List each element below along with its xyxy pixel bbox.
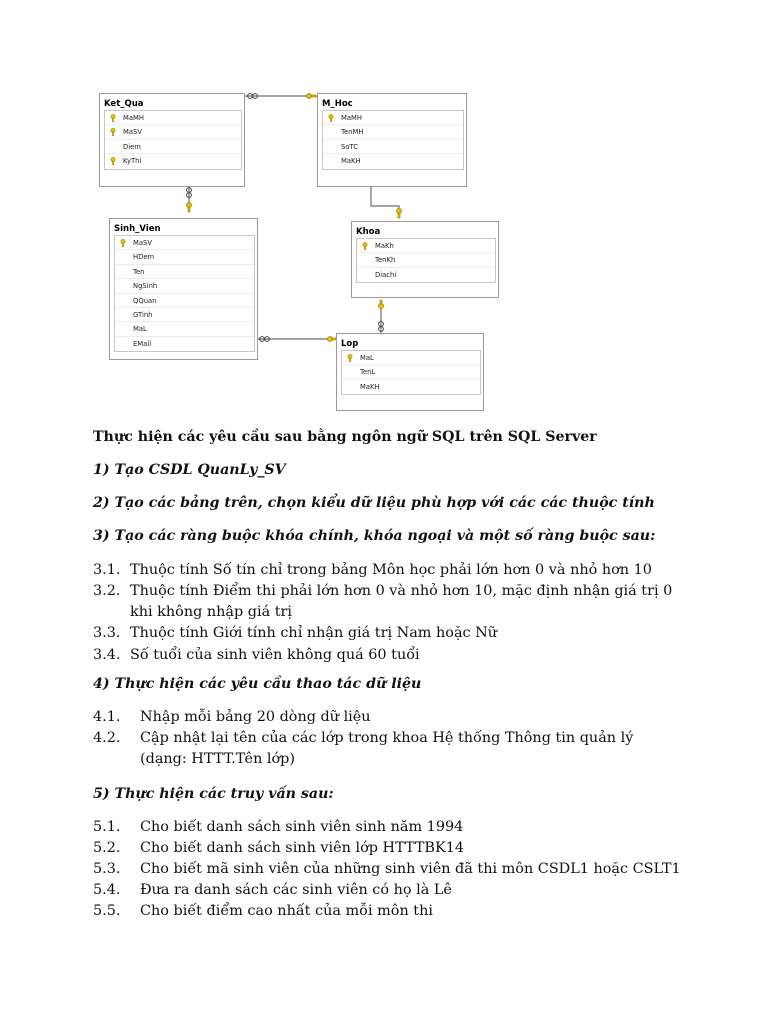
key-icon xyxy=(186,202,191,212)
list-item-number: 5.1. xyxy=(93,819,121,835)
column-name: SoTC xyxy=(341,142,358,151)
column-name: MaSV xyxy=(123,128,142,137)
primary-key-icon xyxy=(110,114,116,122)
column-name: MaL xyxy=(133,325,147,334)
column-row xyxy=(357,268,495,282)
list-item-number: 5.2. xyxy=(93,840,121,856)
list-item-text-continued: khi không nhập giá trị xyxy=(130,604,293,620)
column-row xyxy=(357,239,495,253)
column-name: MaKh xyxy=(375,242,394,250)
column-row xyxy=(323,140,463,154)
column-name: Diem xyxy=(123,142,141,151)
column-name: EMail xyxy=(133,339,152,348)
column-row xyxy=(105,125,241,139)
column-row xyxy=(323,111,463,125)
list-item-text: Đưa ra danh sách các sinh viên có họ là Lê xyxy=(140,882,452,898)
column-name: GTinh xyxy=(133,310,153,319)
list-item-text: Cho biết điểm cao nhất của mỗi môn thi xyxy=(140,903,433,919)
key-icon xyxy=(327,336,336,341)
primary-key-icon xyxy=(362,242,368,250)
list-item-number: 3.4. xyxy=(93,647,121,663)
table-title: Ket_Qua xyxy=(104,99,144,109)
table-ket-qua xyxy=(99,93,245,187)
column-row xyxy=(323,154,463,168)
key-icon xyxy=(378,300,383,309)
column-row xyxy=(115,294,254,308)
table-lop xyxy=(336,333,484,411)
column-list xyxy=(341,350,481,395)
column-list xyxy=(114,235,255,352)
section-2-heading: 2) Tạo các bảng trên, chọn kiểu dữ liệu phù hợp với các các thuộc tính xyxy=(93,495,655,511)
primary-key-icon xyxy=(110,128,116,136)
column-row xyxy=(115,322,254,336)
section-3-heading: 3) Tạo các ràng buộc khóa chính, khóa ngoại và một số ràng buộc sau: xyxy=(93,528,656,544)
column-name: QQuan xyxy=(133,296,157,305)
list-item-number: 4.1. xyxy=(93,709,121,725)
column-row xyxy=(115,279,254,293)
list-item-number: 4.2. xyxy=(93,730,121,746)
section-5-heading: 5) Thực hiện các truy vấn sau: xyxy=(93,786,334,802)
section-4-heading: 4) Thực hiện các yêu cầu thao tác dữ liệu xyxy=(93,676,422,692)
list-item-text: Số tuổi của sinh viên không quá 60 tuổi xyxy=(130,647,420,663)
column-name: MaKH xyxy=(341,157,361,166)
list-item-text: Thuộc tính Giới tính chỉ nhận giá trị Nam hoặc Nữ xyxy=(130,625,498,641)
column-row xyxy=(115,337,254,351)
column-name: MaMH xyxy=(341,114,363,122)
list-item-number: 3.2. xyxy=(93,583,121,599)
column-name: MaKH xyxy=(360,382,380,391)
list-item-text: Cập nhật lại tên của các lớp trong khoa Hệ thống Thông tin quản lý xyxy=(140,730,634,746)
column-name: NgSinh xyxy=(133,282,158,291)
table-title: Lop xyxy=(341,339,359,349)
list-item-text: Cho biết danh sách sinh viên sinh năm 1994 xyxy=(140,819,464,835)
column-row xyxy=(115,236,254,250)
column-row xyxy=(115,308,254,322)
list-item-text: Thuộc tính Điểm thi phải lớn hơn 0 và nhỏ hơn 10, mặc định nhận giá trị 0 xyxy=(130,583,673,599)
table-title: M_Hoc xyxy=(322,99,353,109)
table-sinh-vien xyxy=(109,218,258,360)
column-row xyxy=(115,265,254,279)
column-row xyxy=(323,125,463,139)
section-1-heading: 1) Tạo CSDL QuanLy_SV xyxy=(93,462,286,478)
key-icon xyxy=(306,93,316,98)
column-name: TenL xyxy=(360,368,376,377)
list-item-number: 3.3. xyxy=(93,625,121,641)
column-list xyxy=(356,238,496,283)
list-item-text: Cho biết mã sinh viên của những sinh viên đã thi môn CSDL1 hoặc CSLT1 xyxy=(140,861,681,877)
key-icon xyxy=(396,208,401,218)
column-name: Diachi xyxy=(375,270,397,279)
table-title: Khoa xyxy=(356,227,381,237)
column-row xyxy=(342,351,480,365)
list-item-text-continued: (dạng: HTTT.Tên lớp) xyxy=(140,751,295,767)
list-item-number: 5.4. xyxy=(93,882,121,898)
column-row xyxy=(342,380,480,394)
list-item-text: Nhập mỗi bảng 20 dòng dữ liệu xyxy=(140,709,371,725)
column-list xyxy=(322,110,464,170)
column-row xyxy=(105,111,241,125)
column-list xyxy=(104,110,242,170)
column-name: TenMH xyxy=(341,128,364,137)
column-name: Ten xyxy=(133,267,145,276)
column-name: MaSV xyxy=(133,239,152,247)
list-item-number: 5.3. xyxy=(93,861,121,877)
table-title: Sinh_Vien xyxy=(114,224,161,234)
relation-line-mhoc-khoa xyxy=(371,187,399,218)
column-name: MaL xyxy=(360,354,374,362)
primary-key-icon xyxy=(328,114,334,122)
primary-key-icon xyxy=(120,239,126,247)
list-item-number: 5.5. xyxy=(93,903,121,919)
column-name: KyThi xyxy=(123,157,142,166)
column-name: HDem xyxy=(133,253,155,262)
column-row xyxy=(105,140,241,154)
primary-key-icon xyxy=(347,354,353,362)
column-name: MaMH xyxy=(123,114,145,122)
list-item-text: Thuộc tính Số tín chỉ trong bảng Môn học phải lớn hơn 0 và nhỏ hơn 10 xyxy=(130,562,652,578)
column-row xyxy=(105,154,241,168)
page-heading: Thực hiện các yêu cầu sau bằng ngôn ngữ SQL trên SQL Server xyxy=(93,429,597,445)
column-name: TenKh xyxy=(375,256,396,265)
column-row xyxy=(115,250,254,264)
table-khoa xyxy=(351,221,499,298)
list-item-number: 3.1. xyxy=(93,562,121,578)
column-row xyxy=(342,365,480,379)
list-item-text: Cho biết danh sách sinh viên lớp HTTTBK14 xyxy=(140,840,465,856)
table-m-hoc xyxy=(317,93,467,187)
column-row xyxy=(357,253,495,267)
primary-key-icon xyxy=(110,157,116,165)
